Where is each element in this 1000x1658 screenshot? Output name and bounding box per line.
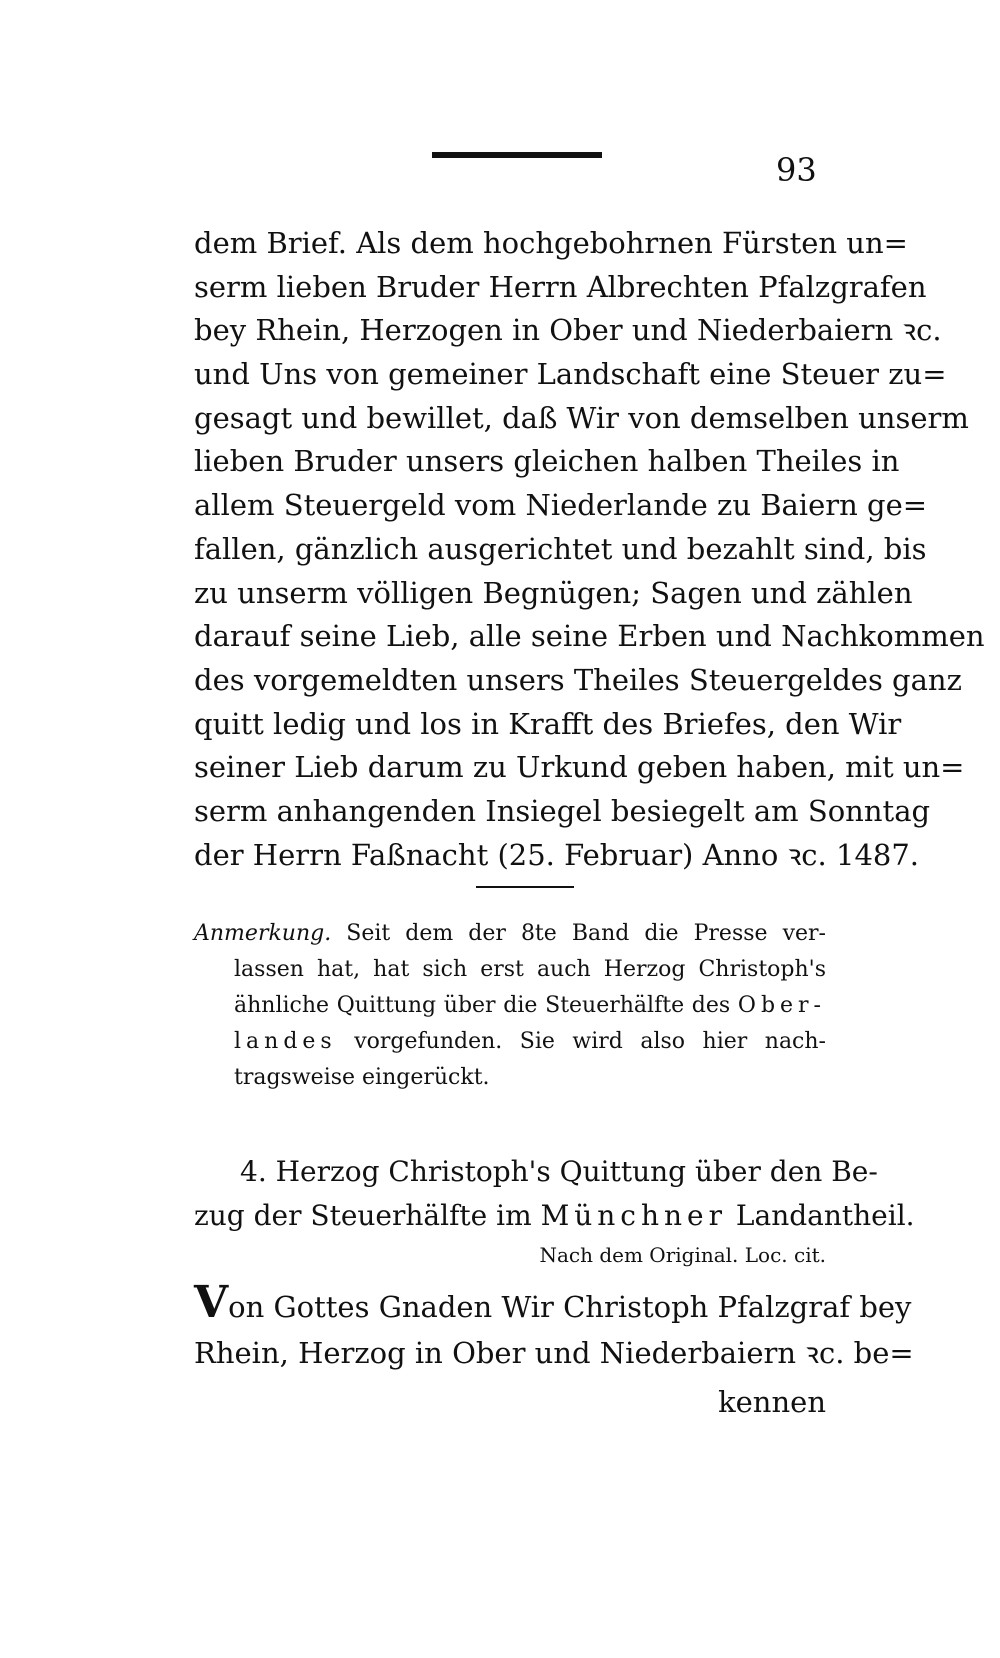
note-line: lassen hat, hat sich erst auch Herzog Christoph's — [234, 957, 826, 982]
note-line — [194, 988, 826, 1024]
page-number: 93 — [776, 151, 817, 189]
text-line: der Herrn Faßnacht (25. Februar) Anno ꝛc. 1487. — [194, 837, 920, 872]
text-line: serm lieben Bruder Herrn Albrechten Pfalzgrafen — [194, 269, 927, 304]
text-line: fallen, gänzlich ausgerichtet und bezahlt sind, bis — [194, 531, 927, 566]
note-spaced-text: landes — [234, 1029, 337, 1054]
note-text: vorgefunden. Sie wird also hier nach- — [354, 1029, 826, 1054]
text-fragment: on Gottes Gnaden Wir Christoph Pfalzgraf bey — [228, 1290, 912, 1324]
note-spaced-text: Ober- — [737, 993, 826, 1018]
text-line: quitt ledig und los in Krafft des Briefes, den Wir — [194, 706, 902, 741]
catchword: kennen — [718, 1385, 826, 1419]
main-text — [194, 222, 985, 877]
heading-text: zug der Steuerhälfte im — [194, 1199, 532, 1232]
text-line: allem Steuergeld vom Niederlande zu Baiern ge= — [194, 488, 928, 523]
text-line: darauf seine Lieb, alle seine Erben und Nachkommen — [194, 619, 985, 654]
text-line: und Uns von gemeiner Landschaft eine Steuer zu= — [194, 357, 947, 392]
text-line: Rhein, Herzog in Ober und Niederbaiern ꝛc. be= — [194, 1336, 914, 1370]
note-text: Seit dem der 8te Band die Presse ver- — [346, 921, 826, 946]
note-line — [194, 916, 826, 952]
drop-cap: V — [194, 1277, 229, 1328]
note-label: Anmerkung. — [194, 921, 332, 946]
text-line: zu unserm völligen Begnügen; Sagen und zählen — [194, 575, 913, 610]
text-line — [194, 1277, 912, 1328]
closing-text — [194, 1277, 914, 1378]
annotation-note — [194, 916, 826, 1096]
section-divider — [476, 886, 574, 888]
heading-line: 4. Herzog Christoph's Quittung über den Be- — [240, 1155, 878, 1188]
text-line: serm anhangenden Insiegel besiegelt am Sonntag — [194, 793, 931, 828]
note-line — [194, 1024, 826, 1060]
header-rule — [432, 152, 602, 158]
heading-spaced-text: Münchner — [540, 1199, 728, 1232]
text-line: lieben Bruder unsers gleichen halben Theiles in — [194, 444, 900, 479]
text-line: des vorgemeldten unsers Theiles Steuergeldes ganz — [194, 662, 962, 697]
heading-line — [194, 1194, 915, 1238]
note-line: tragsweise eingerückt. — [234, 1065, 490, 1090]
source-citation: Nach dem Original. Loc. cit. — [539, 1243, 826, 1267]
note-text: ähnliche Quittung über die Steuerhälfte des — [234, 993, 731, 1018]
section-heading — [194, 1150, 915, 1238]
text-line: bey Rhein, Herzogen in Ober und Niederbaiern ꝛc. — [194, 313, 942, 348]
heading-text: Landantheil. — [735, 1199, 915, 1232]
text-line: dem Brief. Als dem hochgebohrnen Fürsten un= — [194, 226, 908, 260]
text-line: gesagt und bewillet, daß Wir von demselben unserm — [194, 400, 969, 435]
text-line: seiner Lieb darum zu Urkund geben haben, mit un= — [194, 750, 965, 785]
